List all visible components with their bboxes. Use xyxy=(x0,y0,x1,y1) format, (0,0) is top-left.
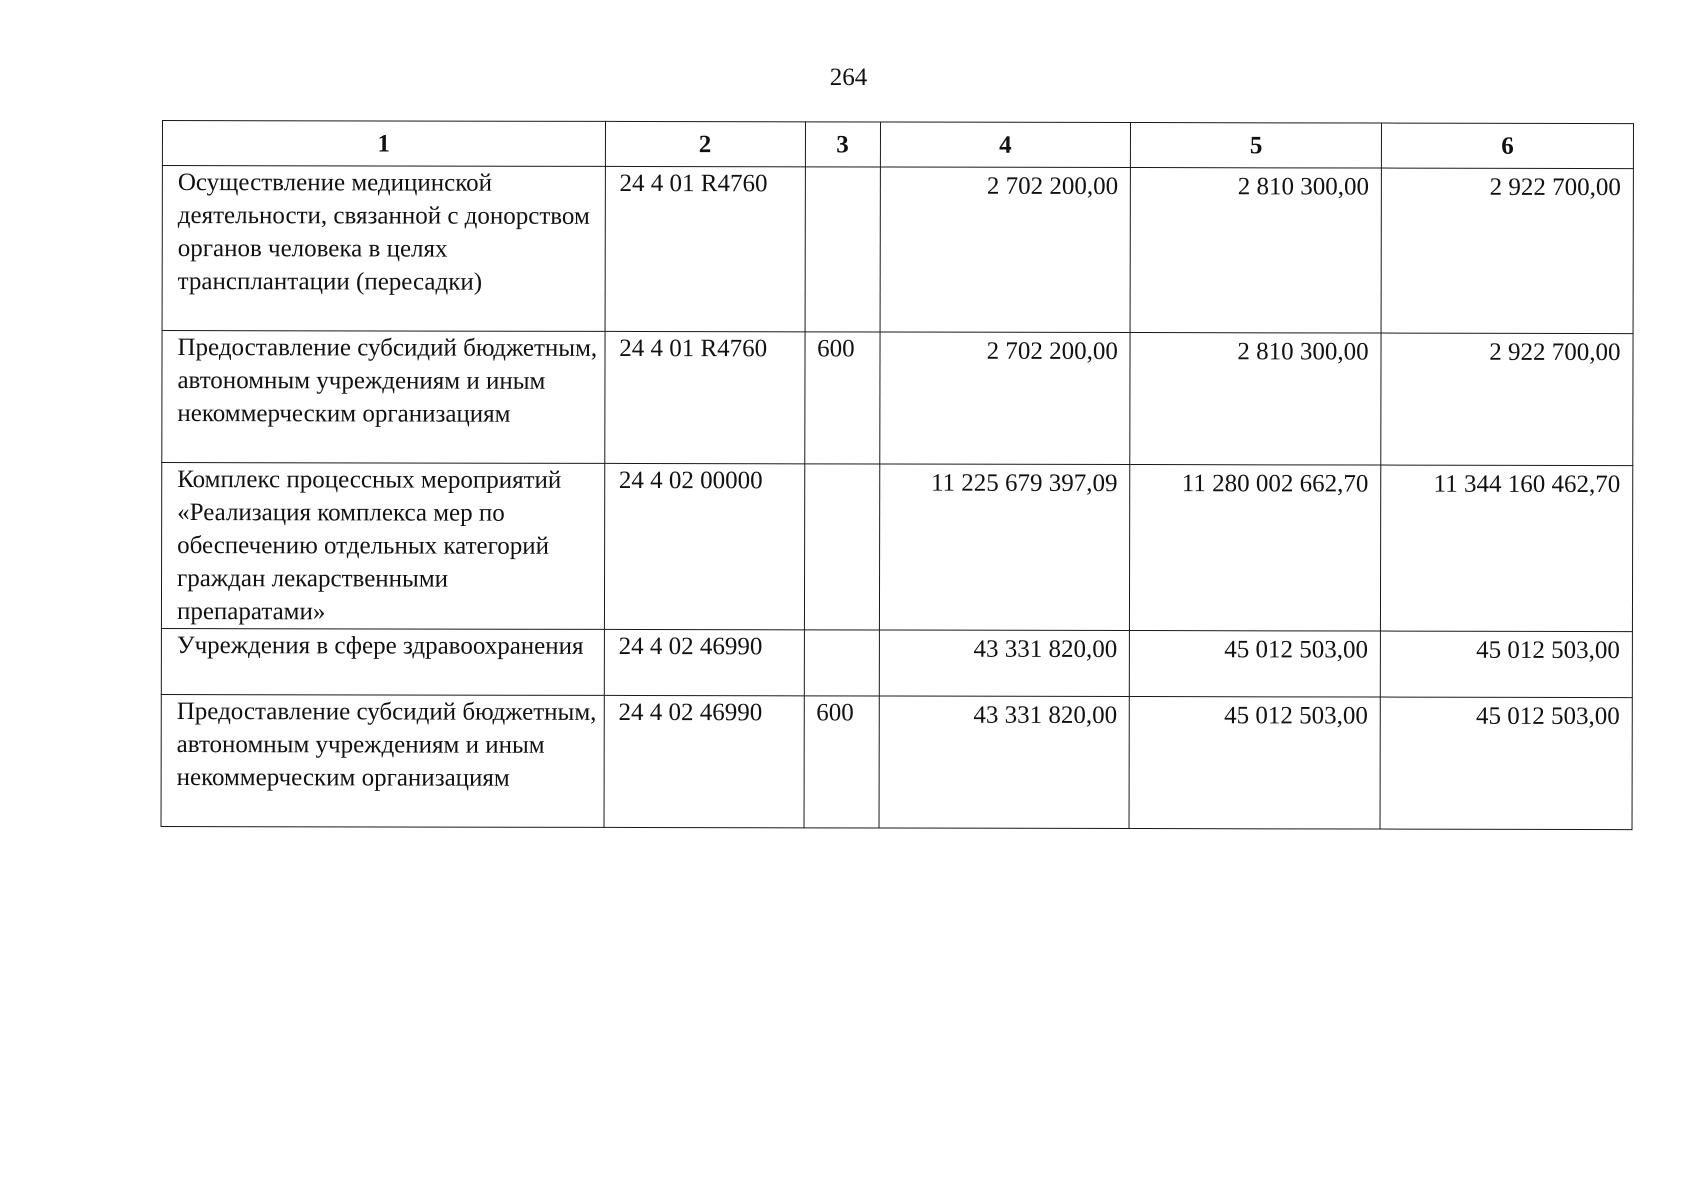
row-kind: 600 xyxy=(804,696,879,828)
row-name: Учреждения в сфере здравоохранения xyxy=(161,628,604,695)
row-code: 24 4 02 46990 xyxy=(604,695,804,827)
row-value-col5: 2 810 300,00 xyxy=(1130,333,1381,466)
row-name: Осуществление медицинской деятельности, связанной с донорством органов человека в целях трансплантации (пересадки) xyxy=(162,166,605,332)
row-value-col4: 43 331 820,00 xyxy=(879,696,1130,829)
row-name: Комплекс процессных мероприятий «Реализация комплекса мер по обеспечению отдельных категорий граждан лекарственными препаратами» xyxy=(161,463,604,630)
row-value-col4: 2 702 200,00 xyxy=(880,167,1131,333)
row-name: Предоставление субсидий бюджетным, автономным учреждениям и иным некоммерческим организациям xyxy=(162,331,605,464)
row-value-col5: 2 810 300,00 xyxy=(1130,168,1381,334)
row-code: 24 4 01 R4760 xyxy=(604,331,804,463)
column-header: 6 xyxy=(1382,123,1634,169)
column-header: 2 xyxy=(605,121,805,166)
row-code: 24 4 01 R4760 xyxy=(605,166,805,331)
budget-table xyxy=(161,120,1634,830)
row-value-col5: 11 280 002 662,70 xyxy=(1130,465,1381,632)
column-header: 3 xyxy=(805,122,880,167)
row-value-col6: 45 012 503,00 xyxy=(1380,697,1632,830)
row-code: 24 4 02 46990 xyxy=(604,629,804,695)
row-name: Предоставление субсидий бюджетным, автономным учреждениям и иным некоммерческим организациям xyxy=(161,694,604,827)
row-value-col5: 45 012 503,00 xyxy=(1130,631,1381,698)
row-value-col4: 11 225 679 397,09 xyxy=(879,464,1130,631)
column-header: 4 xyxy=(880,122,1131,168)
row-value-col4: 43 331 820,00 xyxy=(879,630,1130,697)
row-kind xyxy=(804,464,879,630)
row-value-col5: 45 012 503,00 xyxy=(1129,697,1380,830)
row-kind: 600 xyxy=(804,332,879,464)
row-kind xyxy=(805,167,880,332)
table-row xyxy=(161,463,1632,632)
table-row xyxy=(162,166,1633,334)
row-value-col6: 2 922 700,00 xyxy=(1381,333,1633,466)
row-code: 24 4 02 00000 xyxy=(604,463,804,629)
row-value-col6: 45 012 503,00 xyxy=(1380,631,1632,698)
table-header-row xyxy=(162,121,1633,169)
column-header: 5 xyxy=(1131,123,1382,169)
table-row xyxy=(162,331,1633,466)
row-value-col4: 2 702 200,00 xyxy=(879,332,1130,465)
row-value-col6: 11 344 160 462,70 xyxy=(1381,465,1633,632)
row-value-col6: 2 922 700,00 xyxy=(1381,168,1633,334)
table-row xyxy=(161,694,1632,829)
table-row xyxy=(161,628,1632,697)
page-number: 264 xyxy=(829,64,868,91)
row-kind xyxy=(804,630,879,696)
column-header: 1 xyxy=(162,121,605,167)
